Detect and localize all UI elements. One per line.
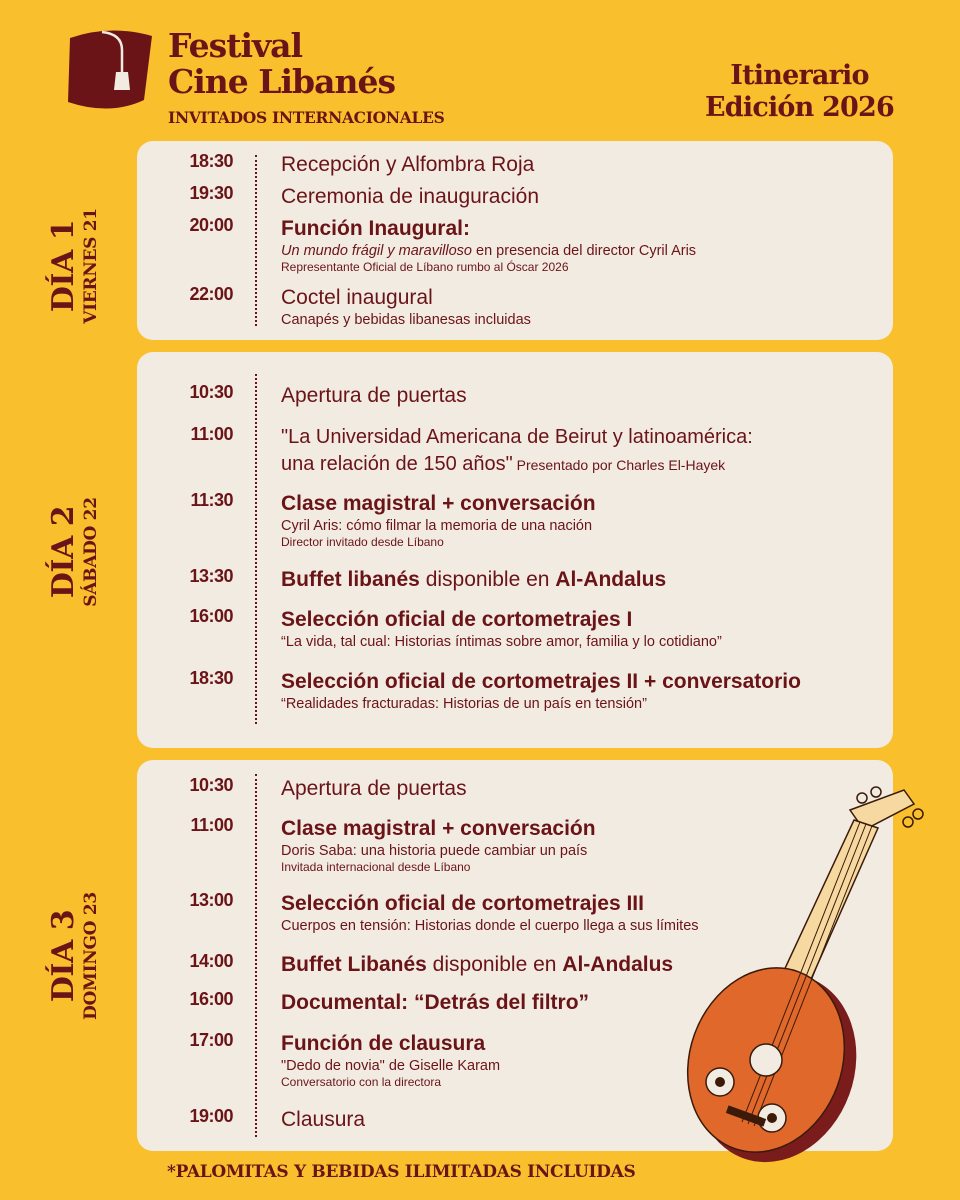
event-detail: Cyril Aris: cómo filmar la memoria de una nación [281,518,593,534]
event-note: Conversatorio con la directora [281,1075,442,1089]
event-title-line2 [281,451,873,479]
event-time: 19:30 [189,183,233,203]
event-title: Clausura [281,1108,366,1131]
event-presenter: Presentado por Charles El-Hayek [512,457,726,473]
venue-name: Al-Andalus [555,568,667,591]
day1-number: DÍA 1 [46,219,81,313]
event-time: 18:30 [189,151,233,171]
event-title [281,566,873,593]
event-title: Apertura de puertas [281,777,467,800]
event-detail-rest: en presencia del director Cyril Aris [472,243,697,259]
event-title-mid: disponible en [419,568,556,591]
event-detail: Cuerpos en tensión: Historias donde el cuerpo llega a sus límites [281,918,699,934]
day3-date: DOMINGO 23 [81,892,101,1020]
event-title: Apertura de puertas [281,384,467,407]
event-title: Selección oficial de cortometrajes I [281,608,633,631]
event-time: 18:30 [189,668,233,688]
itinerary-line1: Itinerario [730,60,869,91]
event-time: 19:00 [189,1106,233,1126]
oud-illustration [682,782,932,1172]
festival-title-line1: Festival [168,26,303,65]
timeline-divider [255,774,257,1137]
event-time: 13:00 [189,890,233,910]
timeline-divider [255,155,257,326]
event-note: Invitada internacional desde Líbano [281,860,471,874]
event-time: 11:30 [190,490,233,510]
event-note: Representante Oficial de Líbano rumbo al Óscar 2026 [281,260,569,274]
event-title: Función de clausura [281,1032,486,1055]
film-title: Un mundo frágil y maravilloso [281,243,472,259]
itinerary-heading [705,60,894,124]
event-title: Función Inaugural: [281,217,470,240]
event-title-bold: Buffet libanés [281,568,420,591]
event-detail: “Realidades fracturadas: Historias de un país en tensión” [281,696,647,712]
event-time: 11:00 [190,815,233,835]
itinerary-line2: Edición 2026 [705,92,894,123]
event-title-mid: disponible en [426,953,563,976]
event-note: Director invitado desde Líbano [281,535,444,549]
event-time: 16:00 [189,606,233,626]
event-title: Ceremonia de inauguración [281,185,539,208]
event-title: Recepción y Alfombra Roja [281,153,535,176]
festival-title [168,28,395,100]
event-title-line2-text: una relación de 150 años" [281,453,513,475]
event-time: 10:30 [189,382,233,402]
event-time: 16:00 [189,989,233,1009]
day1-card [137,141,893,340]
timeline-divider [255,374,257,724]
event-detail: "Dedo de novia" de Giselle Karam [281,1058,501,1074]
day1-date: VIERNES 21 [81,208,101,324]
day2-card [137,352,893,748]
event-detail: Canapés y bebidas libanesas incluidas [281,312,531,328]
event-time: 20:00 [189,215,233,235]
event-title-line1: "La Universidad Americana de Beirut y latinoamérica: [281,426,753,448]
day2-date: SÁBADO 22 [81,497,101,607]
event-time: 13:30 [189,566,233,586]
event-title: Selección oficial de cortometrajes III [281,892,644,915]
festival-title-line2: Cine Libanés [168,62,396,101]
day1-label [46,166,126,366]
event-detail: “La vida, tal cual: Historias íntimas sobre amor, familia y lo cotidiano” [281,634,722,650]
event-title: Selección oficial de cortometrajes II + conversatorio [281,670,801,693]
event-time: 17:00 [189,1030,233,1050]
event-title: Clase magistral + conversación [281,492,596,515]
event-time: 14:00 [189,951,233,971]
event-time: 22:00 [189,284,233,304]
event-detail [281,242,873,260]
day2-number: DÍA 2 [46,505,81,599]
footer-note: *PALOMITAS Y BEBIDAS ILIMITADAS INCLUIDAS [167,1162,636,1182]
event-title: Coctel inaugural [281,286,433,309]
event-time: 11:00 [190,424,233,444]
day2-label [46,452,126,652]
day3-label [46,856,126,1056]
event-title-bold: Buffet Libanés [281,953,427,976]
venue-name: Al-Andalus [562,953,674,976]
fez-hat-icon [60,26,160,114]
festival-subtitle: INVITADOS INTERNACIONALES [168,108,445,127]
event-time: 10:30 [189,775,233,795]
event-title: Documental: “Detrás del filtro” [281,991,590,1014]
event-title: Clase magistral + conversación [281,817,596,840]
event-detail: Doris Saba: una historia puede cambiar un país [281,843,588,859]
day3-number: DÍA 3 [46,909,81,1003]
